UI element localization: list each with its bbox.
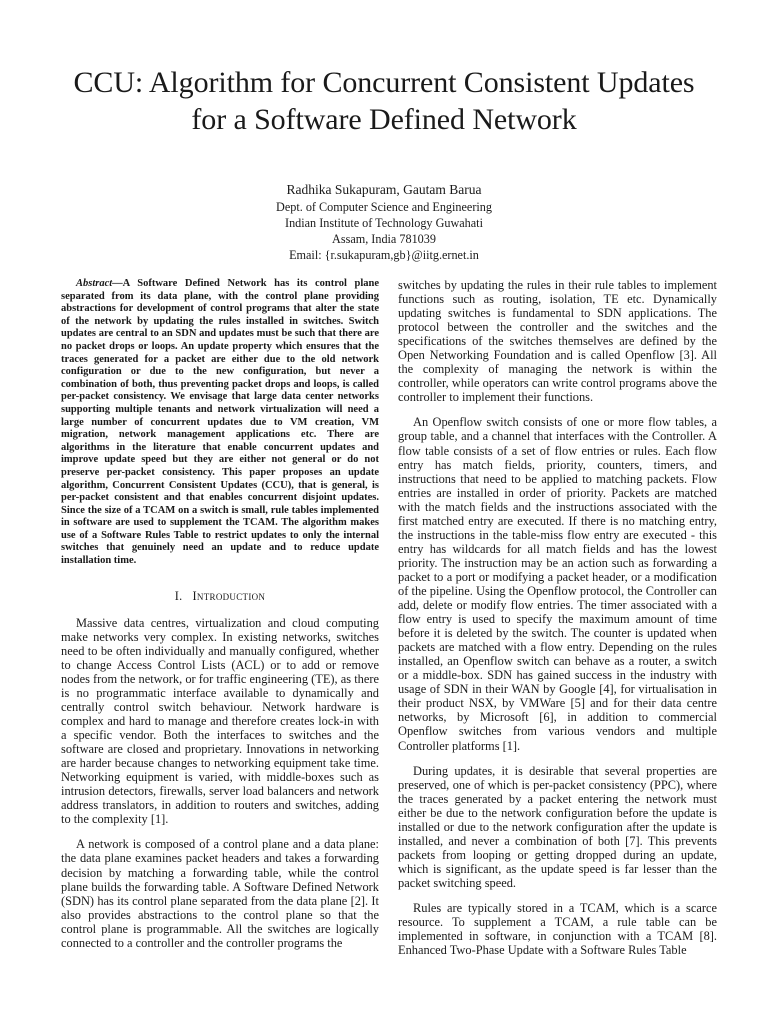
author-names: Radhika Sukapuram, Gautam Barua [286, 182, 482, 197]
author-institute: Indian Institute of Technology Guwahati [285, 216, 483, 230]
abstract [61, 278, 379, 568]
abstract-text: —A Software Defined Network has its control plane separated from its data plane, with the control plane providing abstractions for development of control programs that alter the state of the network by updating the rules installed in switches. Switch updates are central to an SDN and updates must be such that there are no packet drops or loops. An update property which ensures that the traces generated for a packet are either due to the old network configuration or due to the new configuration, but never a combination of both, thus preventing packet drops and loops, is called per-packet consistency. We envisage that large data center networks supporting multiple tenants and network virtualization will need a large number of concurrent updates due to VM creation, VM migration, network management applications etc. There are algorithms in the literature that enable concurrent updates and improve update speed but they are either not general or do not preserve per-packet consistency. This paper proposes an update algorithm, Concurrent Consistent Updates (CCU), that is general, is per-packet consistent and that enables concurrent disjoint updates. Since the size of a TCAM on a switch is small, rule tables implemented in software are used to supplement the TCAM. The algorithm makes use of a Software Rules Table to restrict updates to only the internal switches that genuinely need an update and to reduce update installation time. [61, 278, 379, 567]
left-column [61, 278, 379, 961]
author-department: Dept. of Computer Science and Engineering [276, 200, 492, 214]
paper-title-line-1: CCU: Algorithm for Concurrent Consistent Updates [73, 66, 695, 99]
right-column [398, 278, 717, 968]
section-number: I. [174, 588, 183, 603]
paragraph: Rules are typically stored in a TCAM, which is a scarce resource. To supplement a TCAM, a rule table can be implemented in software, in conjunction with a TCAM [8]. Enhanced Two-Phase Update with a Software Rules Table [398, 900, 717, 958]
paper-title [30, 64, 738, 138]
paragraph: An Openflow switch consists of one or more flow tables, a group table, and a channel that interfaces with the Controller. A flow table consists of a set of flow entries or rules. Each flow entry has match fields, priority, counters, timers, and instructions that need to be applied to matching packets. Flow entries are installed in order of priority. Packets are matched with the match fields and the instructions associated with the first matched entry are executed. If there is no matching entry, the instructions in the table-miss flow entry are executed - this entry has wildcards for all match fields and has the lowest priority. The instruction may be an action such as forwarding a packet to a port or modifying a packet header, or a modification of the pipeline. Using the Openflow protocol, the Controller can add, delete or modify flow entries. The timer associated with a flow entry is used to specify the maximum amount of time before it is deleted by the switch. The counter is updated when packets are matched with a flow entry. Depending on the rules installed, an Openflow switch can behave as a router, a switch or a middle-box. SDN has gained success in the industry with usage of SDN in their WAN by Google [4], for virtualisation in their product NSX, by VMWare [5] and for their data centre networks, by Microsoft [6], in addition to commercial Openflow switches from various vendors and multiple Controller platforms [1]. [398, 415, 717, 753]
author-block [184, 181, 584, 263]
paragraph: A network is composed of a control plane and a data plane: the data plane examines packet headers and takes a forwarding decision by matching a forwarding table, while the control plane builds the forwarding table. A Software Defined Network (SDN) has its control plane separated from the data plane [2]. It also provides abstractions to the control plane so that the control plane is programmable. All the switches are logically connected to a controller and the controller programs the [61, 837, 379, 950]
paragraph: switches by updating the rules in their rule tables to implement functions such as routing, isolation, TE etc. Dynamically updating switches is fundamental to SDN applications. The protocol between the controller and the switches and the specifications of the switches themselves are defined by the Open Networking Foundation and is called Openflow [3]. All the complexity of managing the network is within the controller, while operators can write control programs above the controller to implement their functions. [398, 278, 717, 405]
paragraph: Massive data centres, virtualization and cloud computing make networks very complex. In existing networks, switches need to be often individually and manually configured, whether to change Access Control Lists (ACL) or to add or remove nodes from the network, or for traffic engineering (TE), as there is no programmatic interface available to dynamically and centrally control switch behaviour. Network hardware is complex and hard to manage and therefore creates lock-in with a specific vendor. Both the interfaces to switches and the software are closed and proprietary. Innovations in networking are harder because changes to networking equipment take time. Networking equipment is varied, with middle-boxes such as intrusion detectors, firewalls, server load balancers and network address translators, in addition to routers and switches, adding to the complexity [1]. [61, 615, 379, 827]
paragraph: During updates, it is desirable that several properties are preserved, one of which is per-packet consistency (PPC), where the traces generated by a packet entering the network must either be due to the network configuration before the update is installed or due to the network configuration after the update is installed, and never a combination of both [7]. This prevents packets from looping or getting dropped during an update, which is significant, as the update speed is far lesser than the packet switching speed. [398, 763, 717, 890]
abstract-label: Abstract [76, 278, 113, 289]
author-location: Assam, India 781039 [332, 232, 436, 246]
section-title: Introduction [192, 588, 266, 603]
author-email: Email: {r.sukapuram,gb}@iitg.ernet.in [289, 248, 479, 262]
paper-title-line-2: for a Software Defined Network [191, 103, 577, 136]
section-heading-introduction [61, 589, 379, 603]
